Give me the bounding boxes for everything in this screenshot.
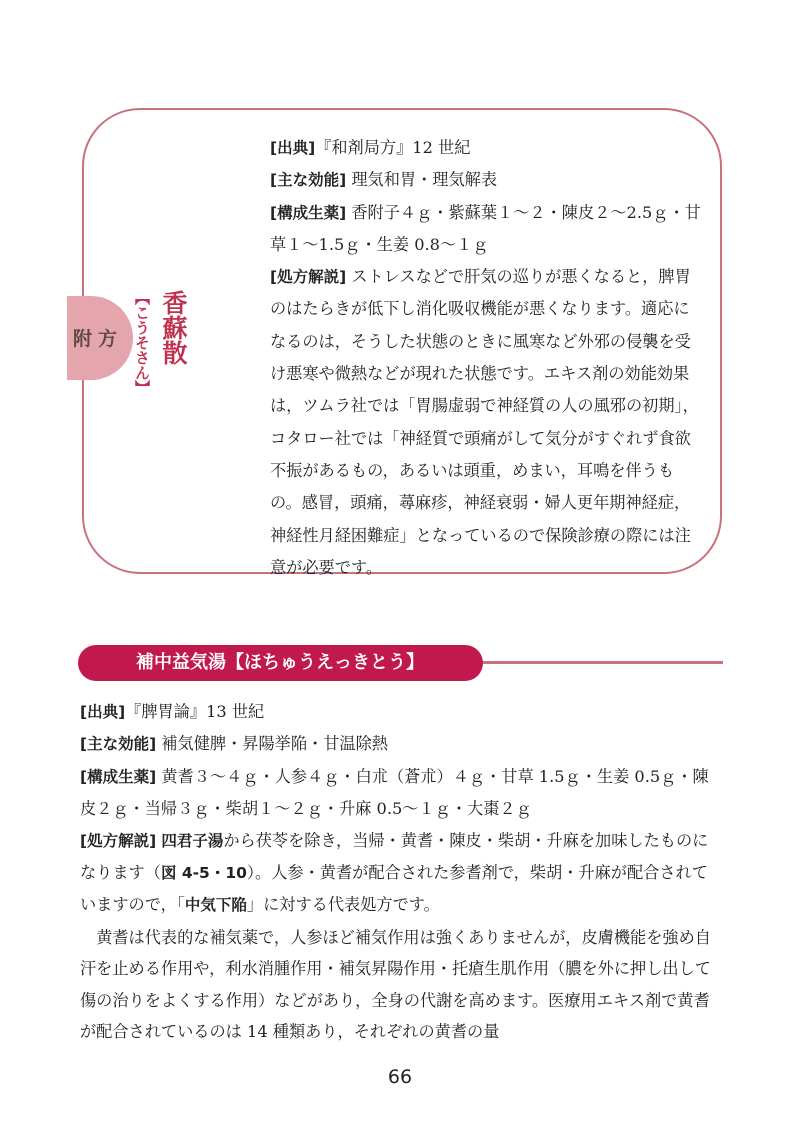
appendix-components: [構成生薬] 香附子４ｇ・紫蘇葉１～２・陳皮２～2.5ｇ・甘草１～1.5ｇ・生姜 0.8～１ｇ [270, 202, 701, 254]
appendix-explanation: [処方解説] ストレスなどで肝気の巡りが悪くなると，脾胃のはたらきが低下し消化吸収機能が悪くなります。適応になるのは，そうした状態のときに風寒など外邪の侵襲を受け悪寒や微熱などが現れた状態です。エキス剤の効能効果は，ツムラ社では「胃腸虚弱で神経質の人の風邪の初期」，コタロー社では「神経質で頭痛がして気分がすぐれず食欲不振があるもの，あるいは頭重，めまい，耳鳴を伴うもの。感冒，頭痛，蕁麻疹，神経衰弱・婦人更年期神経症，神経性月経困難症」となっているので保険診療の際には注意が必要です。 [270, 267, 699, 577]
section-rule [483, 661, 723, 664]
section-paragraph: 黄耆は代表的な補気薬で，人参ほど補気作用は強くありませんが，皮膚機能を強め自汗を止める作用や，利水消腫作用・補気昇陽作用・托瘡生肌作用（膿を外に押し出して傷の治りをよくする作用）などがあり，全身の代謝を高めます。医療用エキス剤で黄耆が配合されているのは 14 種類あり，それぞれの黄耆の量 [80, 927, 711, 1042]
section-explanation: [処方解説] 四君子湯から茯苓を除き，当帰・黄耆・陳皮・柴胡・升麻を加味したものになります（図 4-5・10）。人参・黄耆が配合された参耆剤で，柴胡・升麻が配合されていますので，「中気下陥」に対する代表処方です。 [80, 830, 709, 915]
section-source: [出典]『脾胃論』13 世紀 [80, 702, 265, 721]
appendix-source: [出典]『和剤局方』12 世紀 [270, 138, 471, 157]
section-content [80, 696, 722, 1047]
appendix-content [270, 132, 702, 584]
section-effect: [主な効能] 補気健脾・昇陽挙陥・甘温除熱 [80, 734, 388, 754]
appendix-title: 香蘇散 [159, 290, 188, 365]
section-title: 補中益気湯【ほちゅうえっきとう】 [78, 645, 483, 681]
appendix-tab-label: 附方 [73, 328, 124, 350]
appendix-effect: [主な効能] 理気和胃・理気解表 [270, 170, 498, 190]
appendix-reading: 【こうそさん】 [133, 290, 151, 395]
page-number: 66 [387, 1066, 413, 1088]
section-components: [構成生薬] 黄耆３～４ｇ・人参４ｇ・白朮（蒼朮）４ｇ・甘草 1.5ｇ・生姜 0.5ｇ・陳皮２ｇ・当帰３ｇ・柴胡１～２ｇ・升麻 0.5～１ｇ・大棗２ｇ [80, 766, 709, 819]
